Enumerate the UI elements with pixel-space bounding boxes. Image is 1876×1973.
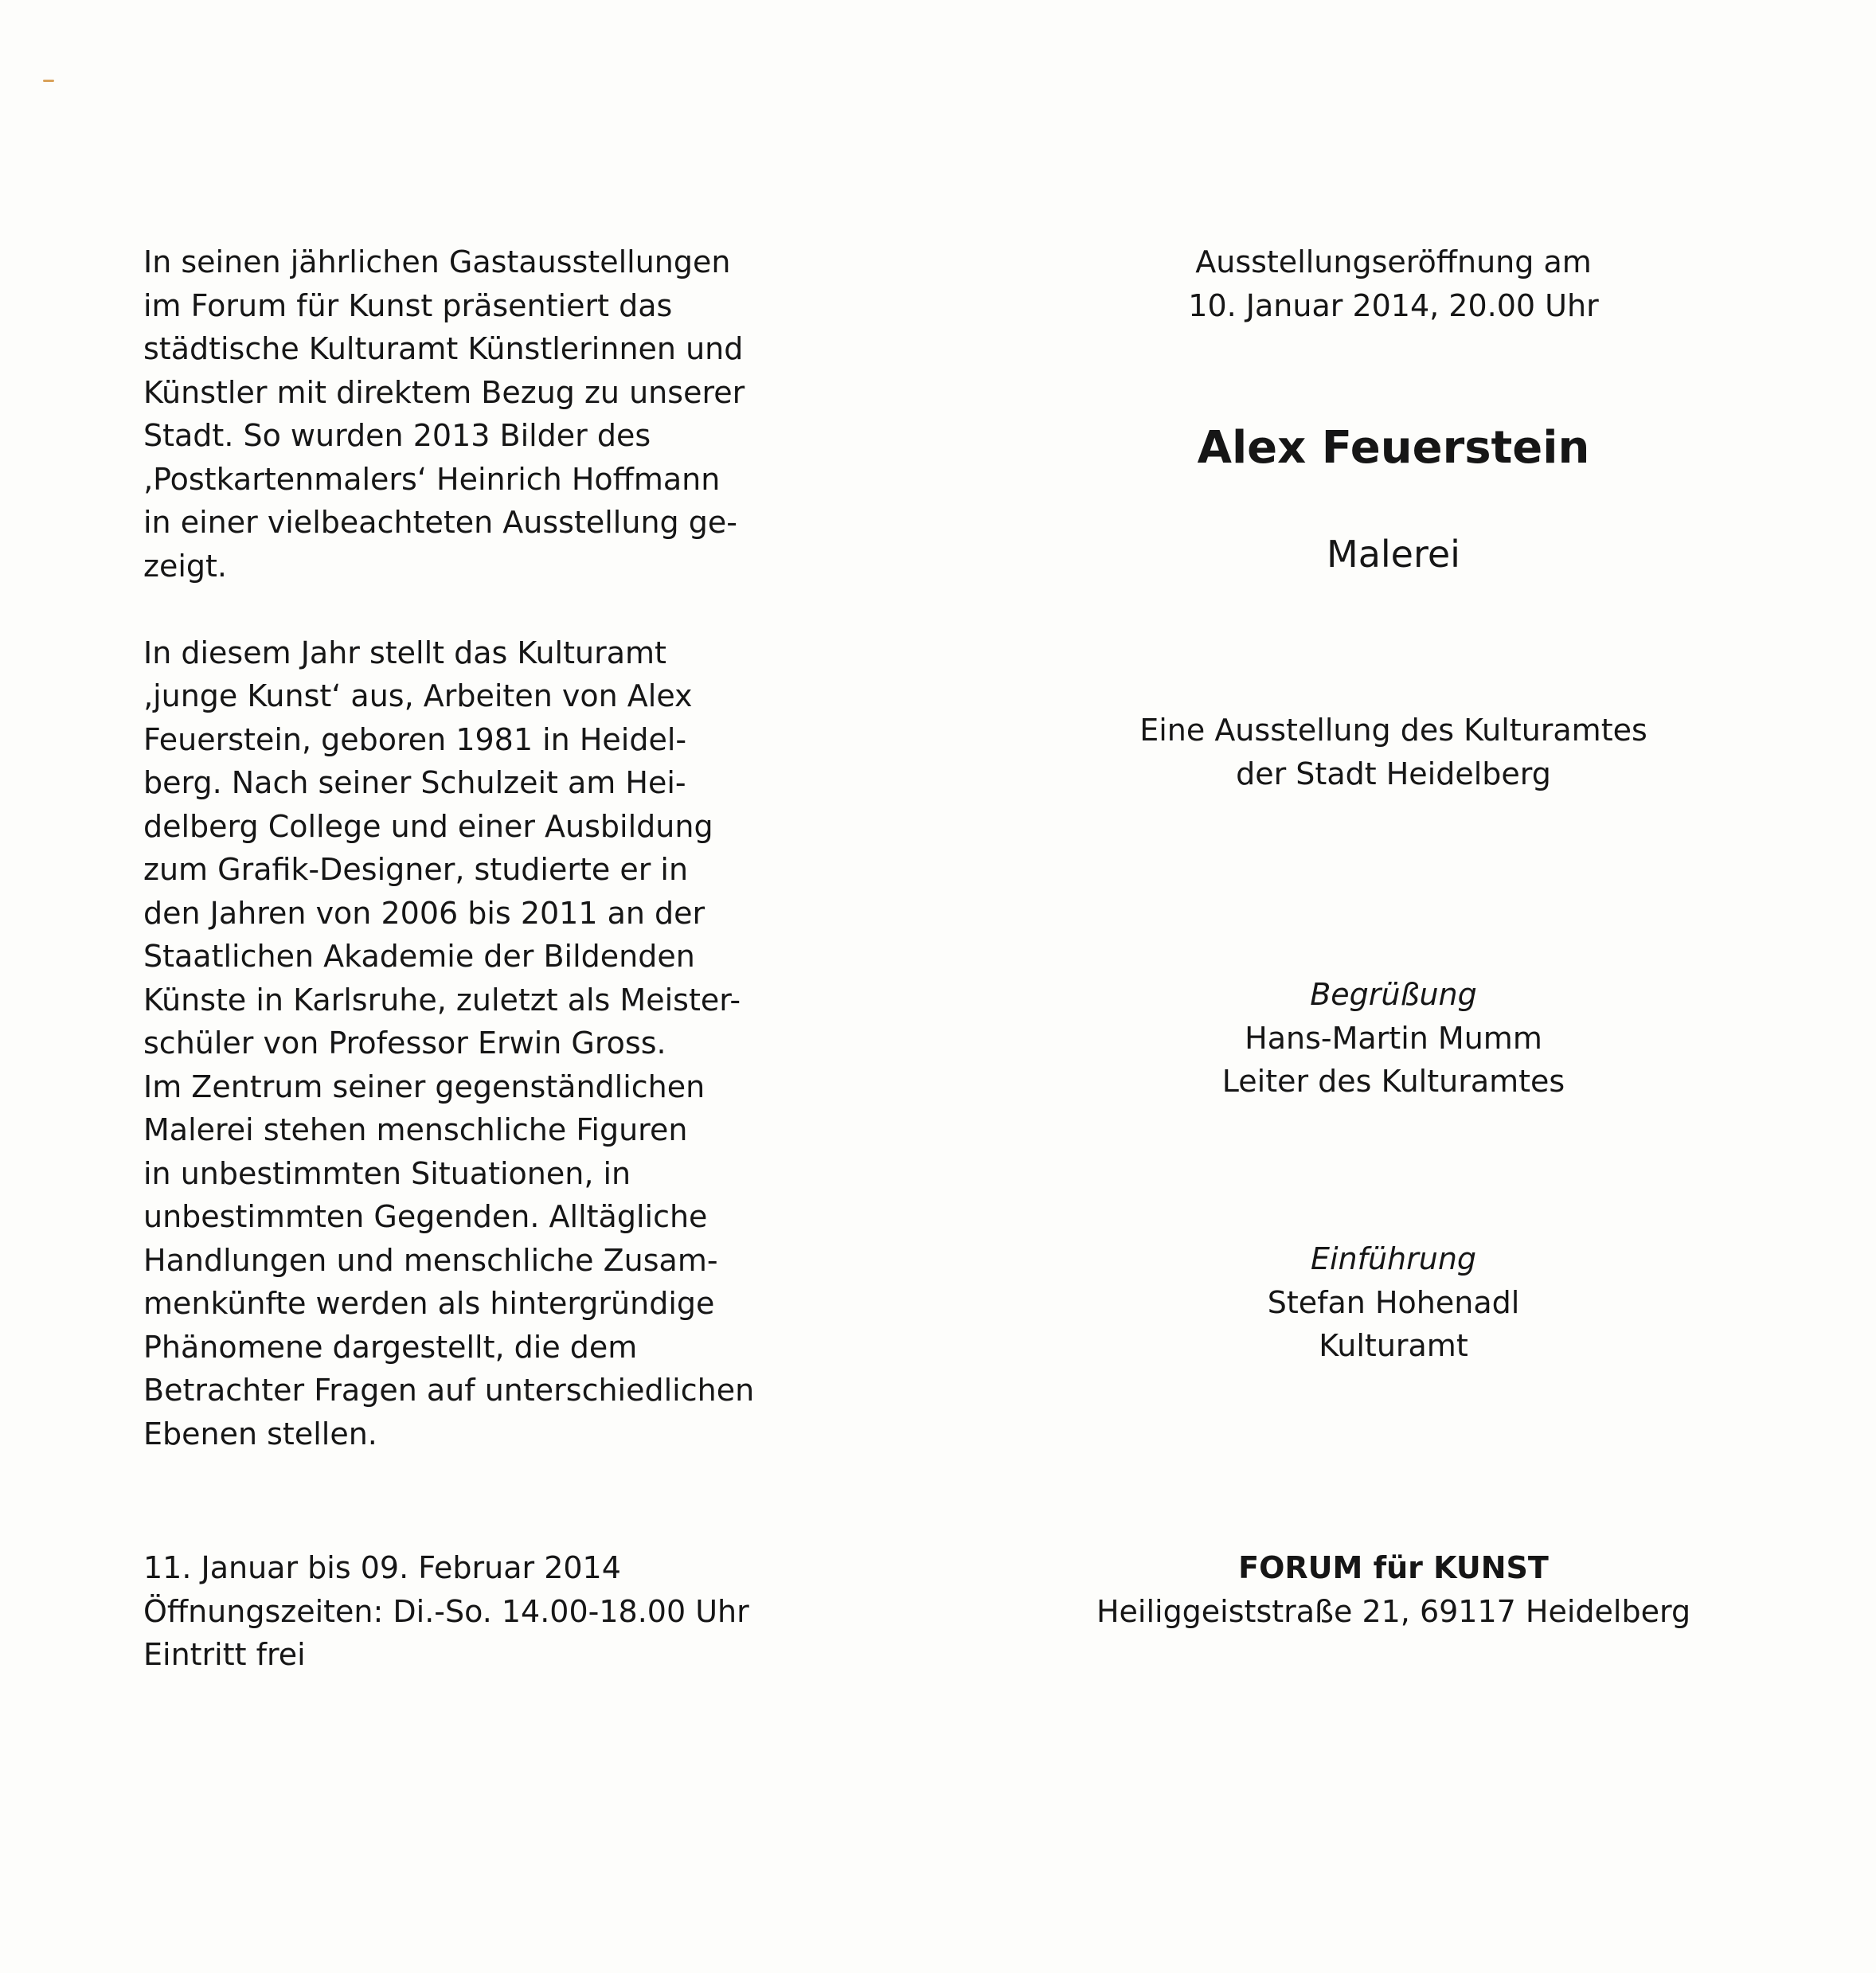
opening-label: Ausstellungseröffnung am xyxy=(1195,244,1592,279)
text-line: ‚Postkartenmalers‘ Heinrich Hoffmann xyxy=(143,461,721,497)
text-line: Betrachter Fragen auf unterschiedlichen xyxy=(143,1373,755,1408)
paper-speck xyxy=(43,80,54,82)
text-line: Künstler mit direktem Bezug zu unserer xyxy=(143,374,745,410)
text-line: Handlungen und menschliche Zusam- xyxy=(143,1242,718,1278)
text-line: Feuerstein, geboren 1981 in Heidel- xyxy=(143,721,687,757)
text-line: Ebenen stellen. xyxy=(143,1416,377,1451)
opening-hours: Öffnungszeiten: Di.-So. 14.00-18.00 Uhr xyxy=(143,1593,749,1629)
admission-note: Eintritt frei xyxy=(143,1637,306,1672)
welcome-heading: Begrüßung xyxy=(1310,977,1477,1012)
venue-info xyxy=(1059,1546,1728,1633)
organizer-line: Eine Ausstellung des Kulturamtes xyxy=(1139,713,1647,748)
text-line: Stadt. So wurden 2013 Bilder des xyxy=(143,418,651,453)
text-line: ‚junge Kunst‘ aus, Arbeiten von Alex xyxy=(143,678,693,713)
description-text xyxy=(143,240,844,1455)
opening-info xyxy=(1059,240,1728,327)
text-line: in einer vielbeachteten Ausstellung ge- xyxy=(143,505,737,540)
text-line: unbestimmten Gegenden. Alltägliche xyxy=(143,1199,708,1234)
text-line: Im Zentrum seiner gegenständlichen xyxy=(143,1069,705,1104)
opening-datetime: 10. Januar 2014, 20.00 Uhr xyxy=(1188,287,1599,323)
text-line: im Forum für Kunst präsentiert das xyxy=(143,287,673,323)
welcome-speaker-role: Leiter des Kulturamtes xyxy=(1221,1064,1565,1099)
text-line: delberg College und einer Ausbildung xyxy=(143,808,713,844)
text-line: Künste in Karlsruhe, zuletzt als Meister- xyxy=(143,982,741,1018)
paragraph-intro xyxy=(143,240,844,588)
paragraph-artist-bio xyxy=(143,631,844,1456)
artist-name: Alex Feuerstein xyxy=(1197,422,1590,474)
exhibition-dates: 11. Januar bis 09. Februar 2014 xyxy=(143,1550,621,1585)
introduction-speaker-role: Kulturamt xyxy=(1319,1328,1468,1363)
text-line: schüler von Professor Erwin Gross. xyxy=(143,1026,666,1061)
introduction-section xyxy=(1059,1237,1728,1368)
text-line: In seinen jährlichen Gastausstellungen xyxy=(143,244,731,279)
organizer-info xyxy=(1059,709,1728,795)
paragraph-spacer xyxy=(143,588,844,631)
text-line: zeigt. xyxy=(143,548,227,584)
text-line: Phänomene dargestellt, die dem xyxy=(143,1329,638,1365)
venue-name: FORUM für KUNST xyxy=(1238,1550,1549,1585)
exhibition-info xyxy=(143,1546,844,1677)
text-line: in unbestimmten Situationen, in xyxy=(143,1155,631,1191)
text-line: Staatlichen Akademie der Bildenden xyxy=(143,939,695,974)
text-line: Malerei stehen menschliche Figuren xyxy=(143,1112,688,1147)
genre: Malerei xyxy=(1327,533,1460,576)
text-line: zum Grafik-Designer, studierte er in xyxy=(143,852,689,887)
venue-address: Heiliggeiststraße 21, 69117 Heidelberg xyxy=(1096,1593,1691,1629)
organizer-line: der Stadt Heidelberg xyxy=(1236,756,1551,791)
text-line: den Jahren von 2006 bis 2011 an der xyxy=(143,895,705,931)
introduction-heading: Einführung xyxy=(1310,1241,1477,1276)
text-line: In diesem Jahr stellt das Kulturamt xyxy=(143,635,666,670)
welcome-speaker: Hans-Martin Mumm xyxy=(1245,1020,1542,1056)
introduction-speaker: Stefan Hohenadl xyxy=(1267,1284,1520,1320)
text-line: menkünfte werden als hintergründige xyxy=(143,1286,715,1321)
text-line: städtische Kulturamt Künstlerinnen und xyxy=(143,331,744,366)
welcome-section xyxy=(1059,973,1728,1104)
text-line: berg. Nach seiner Schulzeit am Hei- xyxy=(143,765,686,800)
